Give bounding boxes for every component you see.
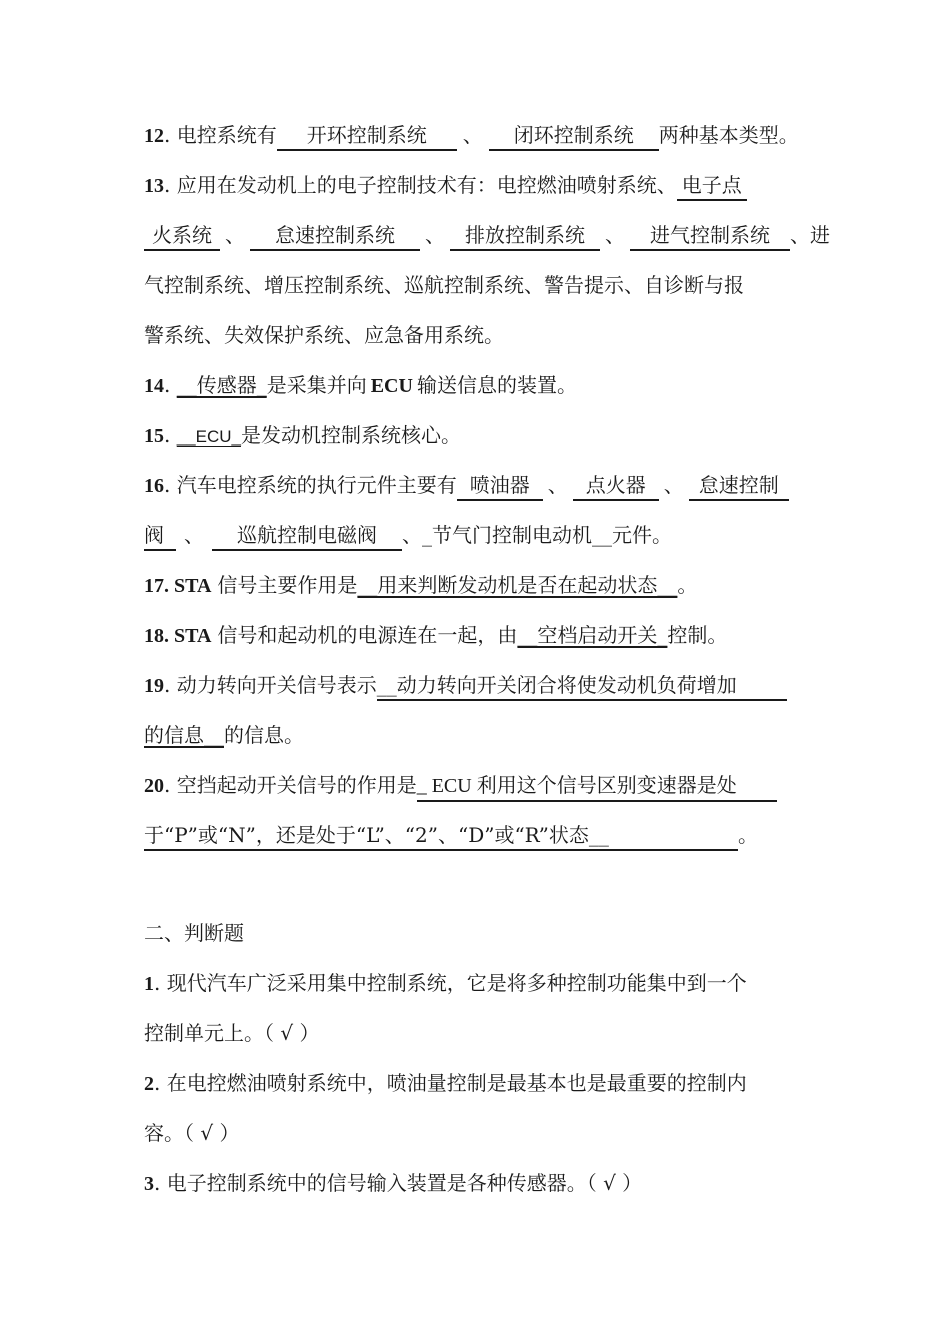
separator: 、 xyxy=(225,223,245,247)
question-number: 12 xyxy=(144,125,164,147)
question-text: . 汽车电控系统的执行元件主要有 xyxy=(164,473,457,497)
question-text: . 电子控制系统中的信号输入装置是各种传感器。（ √ ） xyxy=(154,1171,643,1195)
question-16 xyxy=(144,470,789,500)
answer-blank: 阀 xyxy=(144,521,176,551)
question-14 xyxy=(144,370,577,400)
judge-question-1-line-2: 控制单元上。（ √ ） xyxy=(144,1021,320,1045)
question-number: 3 xyxy=(144,1173,154,1195)
judge-question-2 xyxy=(144,1068,747,1098)
answer-blank: 怠速控制系统 xyxy=(250,221,420,251)
question-text: 两种基本类型。 xyxy=(658,123,799,147)
question-number: 18 xyxy=(144,625,164,647)
separator: 、 xyxy=(663,473,684,497)
question-text: 控制。 xyxy=(667,623,728,647)
question-13-line-2 xyxy=(144,220,830,250)
answer-blank: __ECU_ xyxy=(176,427,241,446)
judge-question-1 xyxy=(144,968,747,998)
question-number: 13 xyxy=(144,175,164,197)
question-text: 信号和起动机的电源连在一起，由 xyxy=(217,623,518,647)
question-15 xyxy=(144,420,461,450)
question-text: . 在电控燃油喷射系统中，喷油量控制是最基本也是最重要的控制内 xyxy=(154,1071,747,1095)
question-text: 是发动机控制系统核心。 xyxy=(240,423,461,447)
ecu-text: ECU xyxy=(370,375,413,397)
judge-question-2-line-2: 容。（ √ ） xyxy=(144,1121,240,1145)
question-text: 输送信息的装置。 xyxy=(416,373,577,397)
question-text: . 现代汽车广泛采用集中控制系统，它是将多种控制功能集中到一个 xyxy=(154,971,747,995)
sta-text: STA xyxy=(174,625,212,647)
question-text: . xyxy=(164,373,177,397)
question-text: 。 xyxy=(677,573,698,597)
question-text: . 动力转向开关信号表示 xyxy=(164,673,377,697)
question-number: 15 xyxy=(144,425,164,447)
answer-blank: __动力转向开关闭合将使发动机负荷增加 xyxy=(377,671,787,701)
answer-blank: 火系统 xyxy=(144,221,220,251)
question-16-line-2 xyxy=(144,520,672,550)
question-number: 19 xyxy=(144,675,164,697)
question-text: 、进 xyxy=(790,223,830,247)
answer-blank: 闭环控制系统 xyxy=(489,121,659,151)
answer-blank: 电子点 xyxy=(677,171,747,201)
answer-blank: __传感器_ xyxy=(176,373,267,397)
question-text: . xyxy=(164,423,177,447)
separator: 、 xyxy=(547,473,568,497)
question-text: . 空挡起动开关信号的作用是 xyxy=(164,773,417,797)
judge-question-3 xyxy=(144,1168,642,1198)
answer-blank: 进气控制系统 xyxy=(630,221,790,251)
answer-blank: 喷油器 xyxy=(457,471,543,501)
question-number: 16 xyxy=(144,475,164,497)
sta-text: STA xyxy=(174,575,212,597)
answer-blank: 于“P”或“N”，还是处于“L”、“2”、“D”或“R”状态__ xyxy=(144,821,738,851)
section-title: 二、判断题 xyxy=(144,921,244,945)
answer-blank: 点火器 xyxy=(573,471,659,501)
answer-blank: 怠速控制 xyxy=(689,471,789,501)
question-13 xyxy=(144,170,747,200)
question-text: 信号主要作用是 xyxy=(217,573,358,597)
question-19 xyxy=(144,670,787,700)
question-13-line-4: 警系统、失效保护系统、应急备用系统。 xyxy=(144,323,504,347)
question-17: 17. STA 信号主要作用是__用来判断发动机是否在起动状态__。 xyxy=(144,573,698,597)
answer-blank: __空档启动开关_ xyxy=(517,623,668,647)
question-number: 20 xyxy=(144,775,164,797)
answer-blank: 巡航控制电磁阀 xyxy=(212,521,402,551)
question-text: 的信息。 xyxy=(224,723,304,747)
answer-blank: __用来判断发动机是否在起动状态__ xyxy=(357,573,678,597)
question-13-line-3: 气控制系统、增压控制系统、巡航控制系统、警告提示、自诊断与报 xyxy=(144,273,744,297)
question-number: 17 xyxy=(144,575,164,597)
question-20 xyxy=(144,770,777,800)
question-text: 。 xyxy=(738,823,758,847)
answer-blank: 排放控制系统 xyxy=(450,221,600,251)
question-text: . 电控系统有 xyxy=(164,123,277,147)
question-12 xyxy=(144,120,799,150)
question-text: 、_节气门控制电动机__元件。 xyxy=(402,523,672,547)
question-number: 2 xyxy=(144,1073,154,1095)
answer-blank: 的信息__ xyxy=(144,723,224,747)
question-number: 1 xyxy=(144,973,154,995)
separator: 、 xyxy=(605,223,625,247)
separator: 、 xyxy=(462,123,483,147)
separator: 、 xyxy=(184,523,204,547)
question-19-line-2 xyxy=(144,720,304,750)
answer-blank: 开环控制系统 xyxy=(277,121,457,151)
question-text: . 应用在发动机上的电子控制技术有：电控燃油喷射系统、 xyxy=(164,173,677,197)
question-18: 18. STA 信号和起动机的电源连在一起，由__空档启动开关_控制。 xyxy=(144,623,728,647)
question-text: 是采集并向 xyxy=(266,373,367,397)
question-number: 14 xyxy=(144,375,164,397)
answer-blank: _ ECU 利用这个信号区别变速器是处 xyxy=(417,772,777,802)
separator: 、 xyxy=(425,223,445,247)
question-20-line-2 xyxy=(144,820,758,850)
